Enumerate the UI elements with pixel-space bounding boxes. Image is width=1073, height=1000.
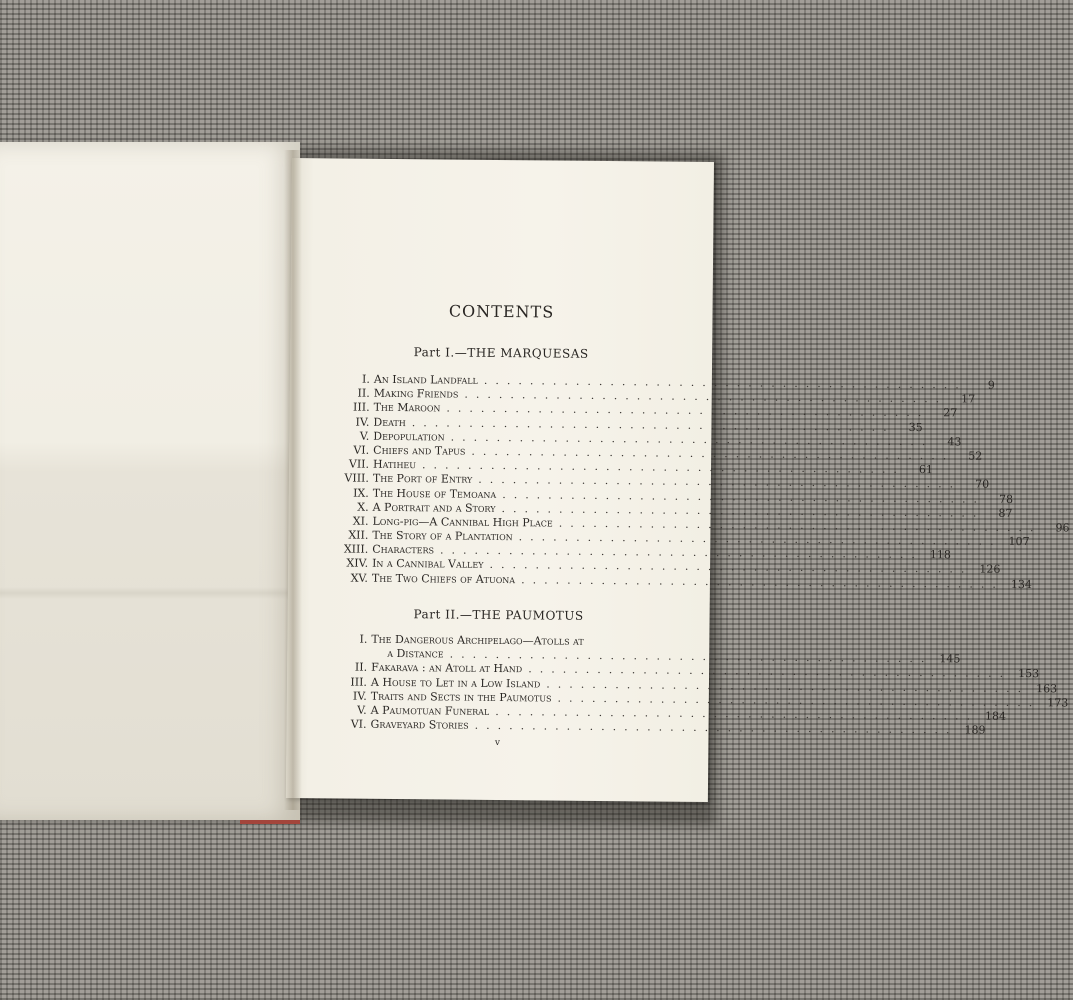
chapter-numeral: XV. <box>350 571 369 585</box>
leader-dots: .......................................... <box>521 572 1005 591</box>
chapter-title: Graveyard Stories <box>370 717 469 732</box>
leader-dots: .......................................... <box>478 473 962 491</box>
leader-dots: .......................................... <box>450 430 934 448</box>
chapter-numeral: VII. <box>348 457 370 471</box>
chapter-numeral: VI. <box>353 443 370 457</box>
chapter-numeral: XII. <box>348 528 369 542</box>
toc-part2 <box>306 632 1069 737</box>
chapter-title: The Maroon <box>373 401 441 415</box>
contents-title: CONTENTS <box>448 301 555 322</box>
chapter-numeral: IX. <box>353 486 369 500</box>
chapter-title: The House of Temoana <box>372 486 497 501</box>
page-number: 189 <box>964 723 986 737</box>
chapter-numeral: IV. <box>352 689 367 703</box>
page-number: 61 <box>918 463 933 477</box>
page-number: 107 <box>1008 534 1030 549</box>
page-folio: v <box>494 737 500 749</box>
page-number: 126 <box>979 563 1001 577</box>
chapter-numeral: V. <box>359 429 370 443</box>
leader-dots: .......................................... <box>464 387 948 406</box>
chapter-numeral: IV. <box>355 415 370 429</box>
page-number: 96 <box>1055 521 1070 535</box>
page-number: 134 <box>1010 577 1033 591</box>
chapter-title: The Story of a Plantation <box>372 528 513 544</box>
page-number: 27 <box>943 406 958 420</box>
chapter-title: The Port of Entry <box>372 472 473 487</box>
chapter-title: Death <box>373 415 406 429</box>
chapter-title: a Distance <box>387 647 444 661</box>
chapter-numeral: XIV. <box>346 556 369 571</box>
chapter-numeral: III. <box>352 400 370 415</box>
leader-dots: .......................................... <box>502 487 986 506</box>
leader-dots: .......................................... <box>557 691 1041 709</box>
chapter-numeral: II. <box>354 661 368 675</box>
part1-heading: Part I.—THE MARQUESAS <box>413 345 589 361</box>
chapter-numeral: XIII. <box>343 542 369 556</box>
page-number: 35 <box>908 420 923 434</box>
chapter-numeral: III. <box>350 675 368 689</box>
leader-dots: .......................................... <box>495 704 979 723</box>
page-number: 145 <box>939 652 961 666</box>
leader-dots: .......................................... <box>449 647 933 666</box>
leader-dots: .......................................... <box>546 677 1030 695</box>
chapter-title: A Paumotuan Funeral <box>370 703 490 718</box>
chapter-title: The Two Chiefs of Atuona <box>371 571 516 586</box>
chapter-title: An Island Landfall <box>373 372 478 387</box>
toc-entry <box>308 571 1033 591</box>
leader-dots: .......................................... <box>474 718 958 737</box>
contents-page-text <box>286 158 1070 802</box>
chapter-numeral: II. <box>357 386 370 400</box>
page-number: 153 <box>1018 667 1040 681</box>
page-number: 9 <box>987 378 995 392</box>
part2-heading: Part II.—THE PAUMOTUS <box>413 607 584 623</box>
page-number: 43 <box>947 435 962 449</box>
chapter-numeral: VI. <box>350 717 367 731</box>
contents-page <box>286 158 1070 802</box>
chapter-title: Depopulation <box>373 429 445 444</box>
leader-dots: .......................................... <box>489 558 973 576</box>
leader-dots: .......................................... <box>558 516 1042 535</box>
chapter-numeral: V. <box>357 703 367 717</box>
chapter-title: Hatiheu <box>373 457 417 472</box>
page-number: 118 <box>929 548 951 562</box>
leader-dots: .......................................... <box>528 662 1012 681</box>
chapter-title: Long-pig—A Cannibal High Place <box>372 514 553 530</box>
page-number: 17 <box>961 392 976 406</box>
chapter-title: A Portrait and a Story <box>372 500 496 515</box>
leader-dots: .......................................... <box>446 401 930 420</box>
chapter-title: Traits and Sects in the Paumotus <box>370 689 552 705</box>
leader-dots: .......................................... <box>518 530 1002 548</box>
leader-dots: .......................................... <box>471 444 955 463</box>
leader-dots: .......................................... <box>421 458 905 477</box>
book-gutter <box>284 150 302 810</box>
chapter-title: In a Cannibal Valley <box>372 557 484 572</box>
toc-entry <box>307 632 961 666</box>
chapter-numeral: X. <box>357 500 369 514</box>
page-number: 163 <box>1036 681 1058 695</box>
chapter-numeral: I. <box>361 372 370 386</box>
leader-dots: .......................................... <box>439 543 923 562</box>
leader-dots: .......................................... <box>483 373 967 392</box>
leader-dots: .......................................... <box>501 501 985 520</box>
chapter-numeral: I. <box>359 632 368 646</box>
page-number: 78 <box>999 492 1014 506</box>
chapter-title: The Dangerous Archipelago—Atolls at <box>371 632 584 648</box>
page-number: 173 <box>1047 696 1069 710</box>
leader-dots: .......................................... <box>411 415 895 434</box>
chapter-title: Fakarava : an Atoll at Hand <box>371 661 523 676</box>
chapter-title: Characters <box>372 543 435 557</box>
chapter-title: Making Friends <box>373 386 459 401</box>
chapter-title: Chiefs and Tapus <box>373 443 466 458</box>
toc-entry <box>306 717 986 737</box>
chapter-title: A House to Let in a Low Island <box>370 675 541 690</box>
page-number: 70 <box>975 477 990 492</box>
toc-part1 <box>308 372 1070 591</box>
page-number: 52 <box>968 449 983 463</box>
page-number: 184 <box>985 709 1007 723</box>
chapter-numeral: VIII. <box>344 471 369 486</box>
chapter-numeral: XI. <box>352 514 369 528</box>
page-number: 87 <box>998 506 1013 520</box>
